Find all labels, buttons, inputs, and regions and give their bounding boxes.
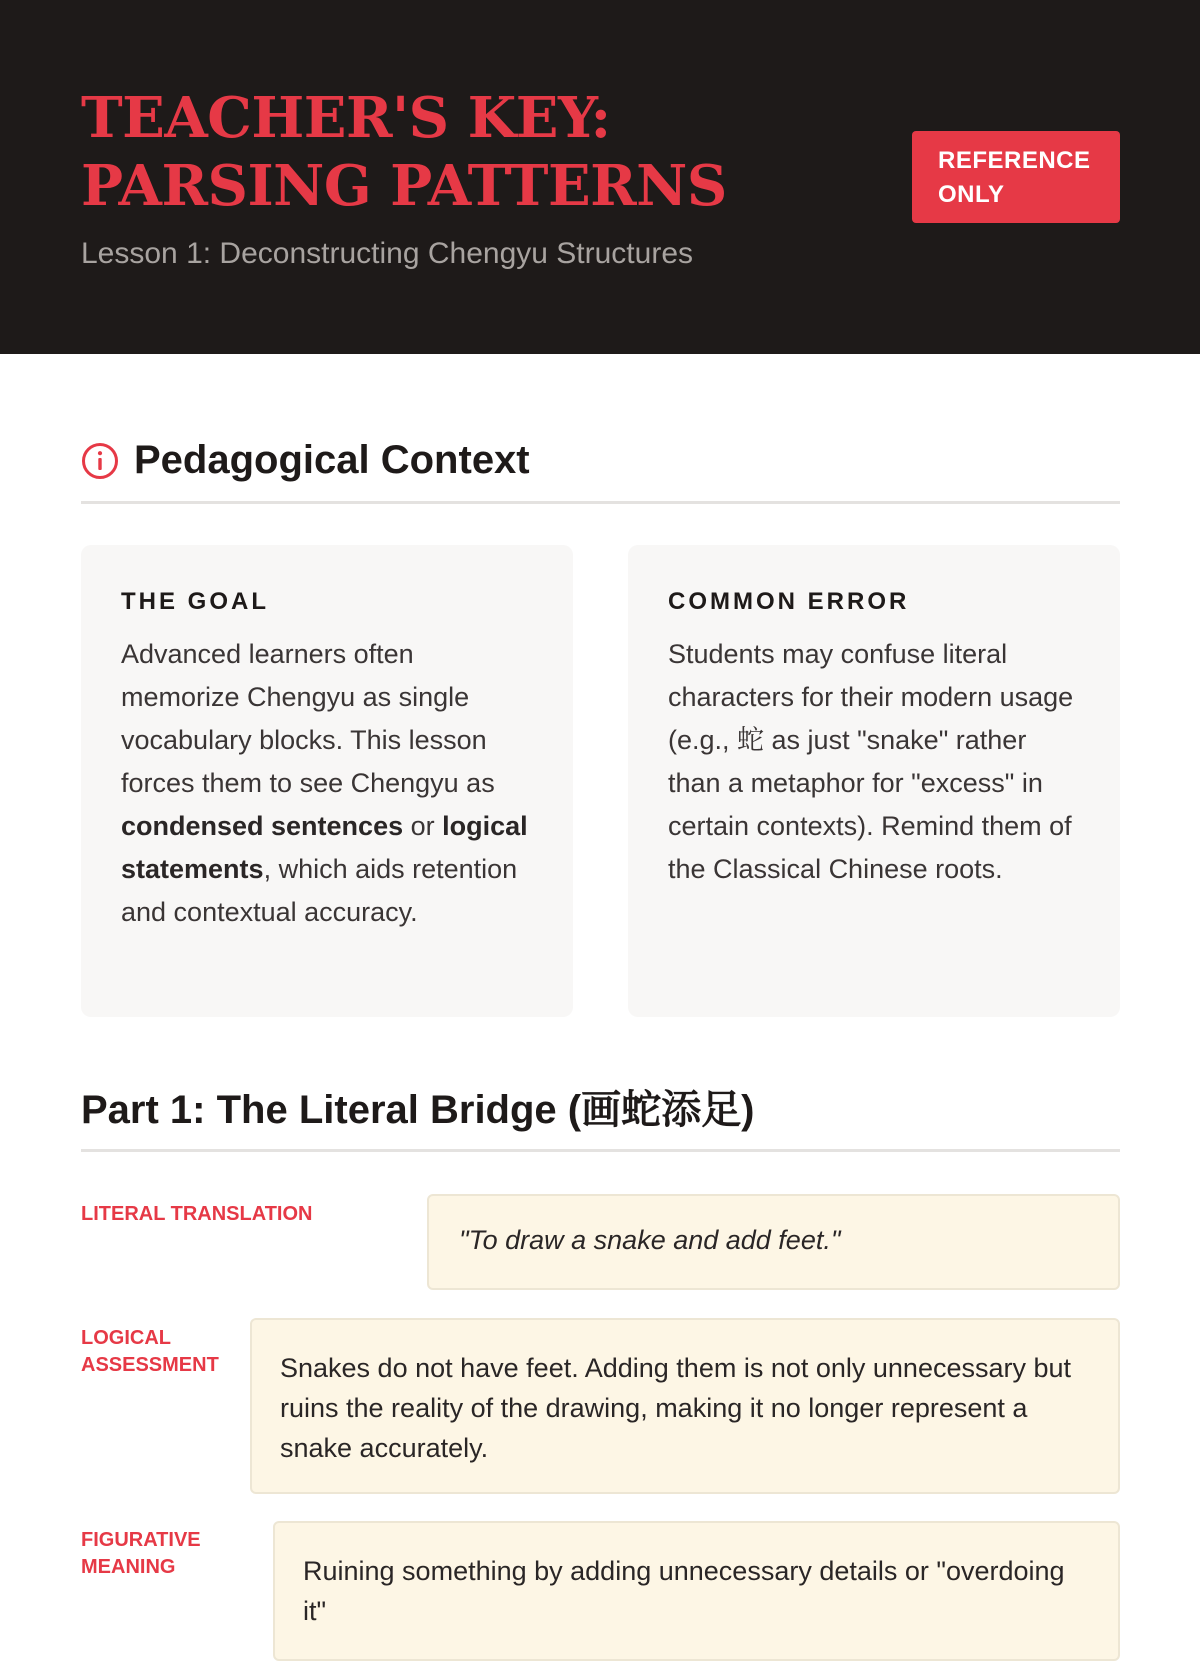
literal-translation-label: LITERAL TRANSLATION [81, 1203, 313, 1225]
goal-heading: THE GOAL [121, 588, 269, 615]
header-banner [0, 0, 1200, 354]
info-icon [81, 442, 119, 480]
goal-card [81, 545, 573, 1017]
common-error-text: Students may confuse literal characters for their modern usage (e.g., 蛇 as just "snake" rather than a metaphor for "excess" in certain contexts). Remind them of the Classical Chinese roots. [668, 639, 1074, 884]
section-title: Pedagogical Context [134, 438, 530, 482]
page-subtitle: Lesson 1: Deconstructing Chengyu Structures [81, 237, 693, 270]
literal-translation-box: "To draw a snake and add feet." [427, 1194, 1120, 1290]
section-title: Part 1: The Literal Bridge (画蛇添足) [81, 1088, 755, 1132]
common-error-card [628, 545, 1120, 1017]
reference-only-badge: REFERENCE ONLY [912, 131, 1120, 223]
part1-heading [81, 1080, 1120, 1152]
logical-assessment-box: Snakes do not have feet. Adding them is not only unnecessary but ruins the reality of the drawing, making it no longer represent a snake accurately. [250, 1318, 1120, 1494]
pedagogical-context-heading [81, 430, 1120, 504]
goal-text: Advanced learners often memorize Chengyu as single vocabulary blocks. This lesson forces them to see Chengyu as condensed sentences or logical statements, which aids retention and contextual accuracy. [121, 639, 528, 927]
logical-assessment-label: LOGICAL ASSESSMENT [81, 1327, 219, 1376]
figurative-meaning-label: FIGURATIVE MEANING [81, 1529, 201, 1578]
page-title: TEACHER'S KEY: PARSING PATTERNS [81, 85, 727, 219]
figurative-meaning-box: Ruining something by adding unnecessary details or "overdoing it" [273, 1521, 1120, 1661]
common-error-heading: COMMON ERROR [668, 588, 910, 615]
